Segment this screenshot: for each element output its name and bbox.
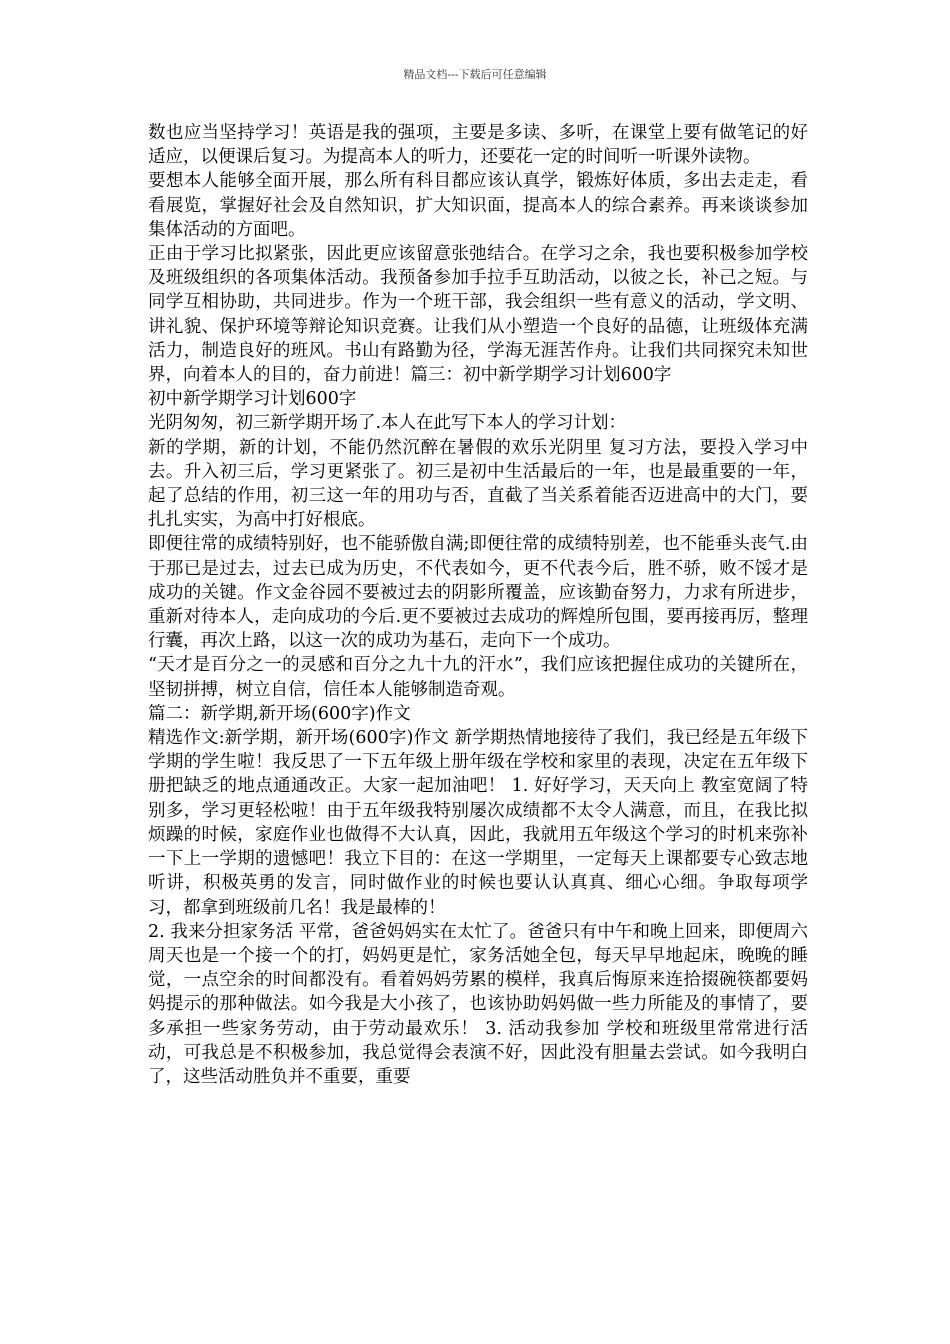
- document-body: [148, 121, 808, 1089]
- paragraph-7: “天才是百分之一的灵感和百分之九十九的汗水”，我们应该把握住成功的关键所在，坚韧拼搏，树立自信，信任本人能够制造奇观。: [148, 655, 808, 700]
- paragraph-6: 即便往常的成绩特别好，也不能骄傲自满;即便往常的成绩特别差，也不能垂头丧气.由于那已是过去，过去已成为历史，不代表如今，更不代表今后，胜不骄，败不馁才是成功的关键。作文金谷园不要被过去的阴影所覆盖，应该勤奋努力，力求有所进步，重新对待本人，走向成功的今后.更不要被过去成功的辉煌所包围，要再接再厉，整理行囊，再次上路，以这一次的成功为基石，走向下一个成功。: [148, 534, 808, 652]
- paragraph-4: 光阴匆匆，初三新学期开场了.本人在此写下本人的学习计划：: [148, 413, 627, 434]
- paragraph-2: 要想本人能够全面开展，那么所有科目都应该认真学，锻炼好体质，多出去走走，看看展览，掌握好社会及自然知识，扩大知识面，提高本人的综合素养。再来谈谈参加集体活动的方面吧。: [148, 171, 808, 240]
- section-heading-1: 初中新学期学习计划600字: [148, 389, 357, 410]
- section-heading-2: 篇二：新学期,新开场(600字)作文: [148, 703, 411, 724]
- paragraph-3: 正由于学习比拟紧张，因此更应该留意张弛结合。在学习之余，我也要积极参加学校及班级组织的各项集体活动。我预备参加手拉手互助活动，以彼之长，补己之短。与同学互相协助，共同进步。作为一个班干部，我会组织一些有意义的活动，学文明、讲礼貌、保护环境等辩论知识竞赛。让我们从小塑造一个良好的品德，让班级体充满活力，制造良好的班风。书山有路勤为径，学海无涯苦作舟。让我们共同探究未知世界，向着本人的目的，奋力前进！篇三：初中新学期学习计划600字: [148, 244, 808, 386]
- page-header: 精品文档---下载后可任意编辑: [403, 68, 547, 81]
- paragraph-9: 2. 我来分担家务活 平常，爸爸妈妈实在太忙了。爸爸只有中午和晚上回来，即便周六周天也是一个接一个的打，妈妈更是忙，家务活她全包，每天早早地起床，晚晚的睡觉，一点空余的时间都没有。看着妈妈劳累的模样，我真后悔原来连拾掇碗筷都要妈妈提示的那种做法。如今我是大小孩了，也该协助妈妈做一些力所能及的事情了，要多承担一些家务劳动，由于劳动最欢乐！ 3. 活动我参加 学校和班级里常常进行活动，可我总是不积极参加，我总觉得会表演不好，因此没有胆量去尝试。如今我明白了，这些活动胜负并不重要，重要: [148, 921, 808, 1087]
- paragraph-1: 数也应当坚持学习！英语是我的强项，主要是多读、多听，在课堂上要有做笔记的好适应，以便课后复习。为提高本人的听力，还要花一定的时间听一听课外读物。: [148, 123, 808, 168]
- paragraph-5: 新的学期，新的计划，不能仍然沉醉在暑假的欢乐光阴里 复习方法，要投入学习中去。升入初三后，学习更紧张了。初三是初中生活最后的一年，也是最重要的一年，起了总结的作用，初三这一年的用功与否，直截了当关系着能否迈进高中的大门，要扎扎实实，为高中打好根底。: [148, 437, 808, 531]
- paragraph-8: 精选作文:新学期，新开场(600字)作文 新学期热情地接待了我们，我已经是五年级下学期的学生啦！我反思了一下五年级上册年级在学校和家里的表现，决定在五年级下册把缺乏的地点通通改正。大家一起加油吧！ 1. 好好学习，天天向上 教室宽阔了特别多，学习更轻松啦！由于五年级我特别屡次成绩都不太令人满意，而且，在我比拟烦躁的时候，家庭作业也做得不大认真，因此，我就用五年级这个学习的时机来弥补一下上一学期的遗憾吧！我立下目的：在这一学期里，一定每天上课都要专心致志地听讲，积极英勇的发言，同时做作业的时候也要认认真真、细心心细。争取每项学习，都拿到班级前几名！我是最棒的！: [148, 728, 808, 918]
